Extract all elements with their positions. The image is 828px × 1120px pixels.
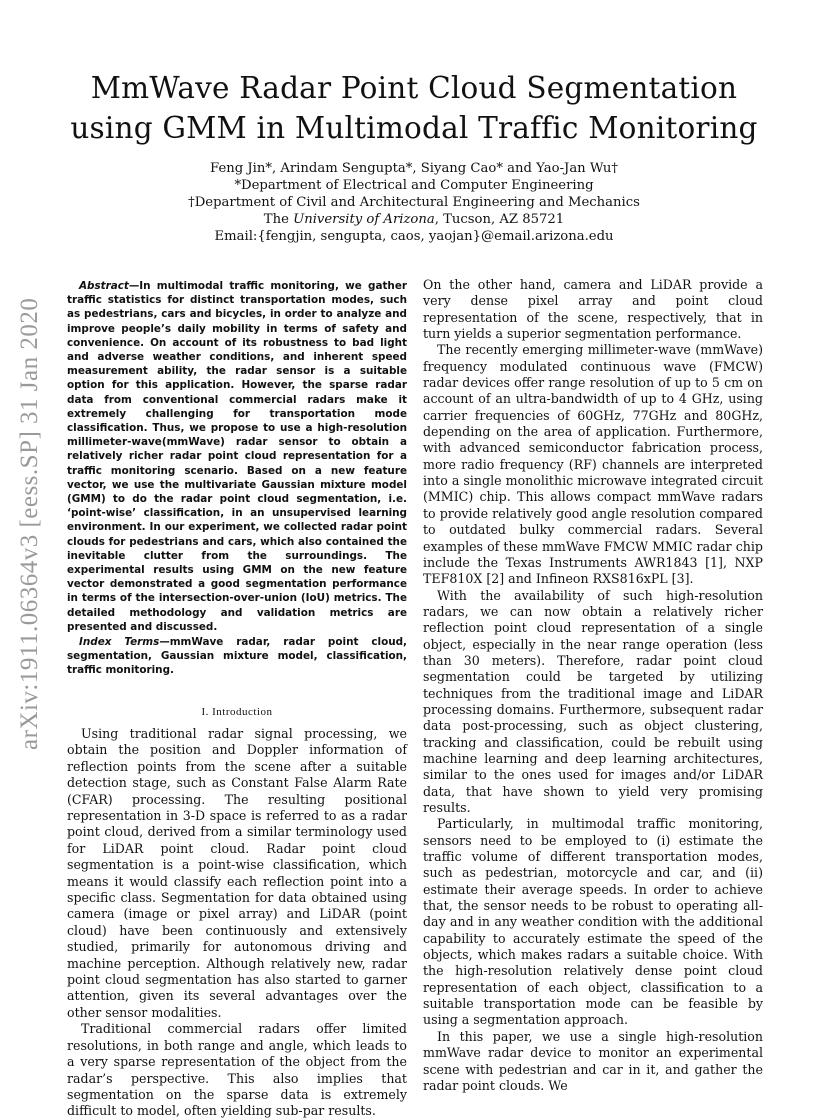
abstract: [67, 279, 407, 634]
arxiv-stamp: arXiv:1911.06364v3 [eess.SP] 31 Jan 2020: [16, 297, 43, 750]
body-paragraph: In this paper, we use a single high-resolution mmWave radar device to monitor an experimental scene with pedestrian and car in it, and gather the radar point clouds. We: [423, 1028, 763, 1093]
email-line: Email:{fengjin, sengupta, caos, yaojan}@email.arizona.edu: [214, 229, 614, 244]
body-paragraph: On the other hand, camera and LiDAR provide a very dense pixel array and point cloud representation of the scene, respectively, that in turn yields a superior segmentation performance.: [423, 277, 763, 342]
body-paragraph: With the availability of such high-resolution radars, we can now obtain a relatively richer reflection point cloud representation of a single object, especially in the near range operation (less than 30 meters). Therefore, radar point cloud segmentation could be targeted by utilizing techniques from the traditional image and LiDAR processing domains. Furthermore, subsequent radar data post-processing, such as object clustering, tracking and classification, could be rebuilt using machine learning and deep learning architectures, similar to the ones used for images and/or LiDAR data, that have shown to yield very promising results.: [423, 587, 763, 815]
title-line-2: using GMM in Multimodal Traffic Monitoring: [70, 111, 758, 145]
body-paragraph: Traditional commercial radars offer limited resolutions, in both range and angle, which leads to a very sparse representation of the object from the radar’s perspective. This also implies that segmentation on the sparse data is extremely difficult to model, often yielding sub-par results.: [67, 1021, 407, 1119]
title-line-1: MmWave Radar Point Cloud Segmentation: [90, 71, 738, 105]
author-block: [60, 160, 768, 245]
affiliation-3-university: University of Arizona: [293, 212, 435, 227]
index-terms: [67, 635, 407, 678]
index-terms-body: —mmWave radar, radar point cloud, segmentation, Gaussian mixture model, classification, traffic monitoring.: [67, 636, 408, 677]
affiliation-3-pre: The: [263, 212, 294, 227]
abstract-lead: Abstract: [79, 280, 129, 292]
body-paragraph: The recently emerging millimeter-wave (mmWave) frequency modulated continuous wave (FMCW) radar devices offer range resolution of up to 5 cm on account of an ultra-bandwidth of up to 4 GHz, using carrier frequencies of 60GHz, 77GHz and 80GHz, depending on the area of application. Furthermore, with advanced semiconductor fabrication process, more radio frequency (RF) channels are interpreted into a single monolithic microwave integrated circuit (MMIC) chip. This allows compact mmWave radars to provide relatively good angle resolution compared to outdated bulky commercial radars. Several examples of these mmWave FMCW MMIC radar chip include the Texas Instruments AWR1843 [1], NXP TEF810X [2] and Infineon RXS816xPL [3].: [423, 342, 763, 587]
right-column: [423, 277, 763, 1094]
left-column: [67, 279, 407, 1120]
affiliation-3-post: , Tucson, AZ 85721: [434, 212, 565, 227]
affiliation-1: *Department of Electrical and Computer Engineering: [234, 178, 594, 193]
body-paragraph: Using traditional radar signal processing, we obtain the position and Doppler information of reflection points from the scene after a suitable detection stage, such as Constant False Alarm Rate (CFAR) processing. The resulting positional representation in 3-D space is referred to as a radar point cloud, derived from a similar terminology used for LiDAR point cloud. Radar point cloud segmentation is a point-wise classification, which means it would classify each reflection point into a specific class. Segmentation for data obtained using camera (image or pixel array) and LiDAR (point cloud) have been continuously and extensively studied, primarily for autonomous driving and machine perception. Although relatively new, radar point cloud segmentation has also started to garner attention, given its several advantages over the other sensor modalities.: [67, 725, 407, 1020]
affiliation-3: [60, 211, 768, 228]
abstract-body: —In multimodal traffic monitoring, we gather traffic statistics for distinct transportation modes, such as pedestrians, cars and bicycles, in order to analyze and improve people’s daily mobility in terms of safety and convenience. On account of its robustness to bad light and adverse weather conditions, and inherent speed measurement ability, the radar sensor is a suitable option for this application. However, the sparse radar data from conventional commercial radars make it extremely challenging for transportation mode classification. Thus, we propose to use a high-resolution millimeter-wave(mmWave) radar sensor to obtain a relatively richer radar point cloud representation for a traffic monitoring scenario. Based on a new feature vector, we use the multivariate Gaussian mixture model (GMM) to do the radar point cloud segmentation, i.e. ‘point-wise’ classification, in an unsupervised learning environment. In our experiment, we collected radar point clouds for pedestrians and cars, which also contained the inevitable clutter from the surroundings. The experimental results using GMM on the new feature vector demonstrated a good segmentation performance in terms of the intersection-over-union (IoU) metrics. The detailed methodology and validation metrics are presented and discussed.: [67, 280, 407, 633]
section-heading: I. Introduction: [201, 705, 273, 718]
affiliation-2: †Department of Civil and Architectural Engineering and Mechanics: [188, 195, 640, 210]
body-paragraph: Particularly, in multimodal traffic monitoring, sensors need to be employed to (i) estimate the traffic volume of different transportation modes, such as pedestrian, motorcycle and car, and (ii) estimate their average speeds. In order to achieve that, the sensor needs to be robust to operating all-day and in any weather condition with the additional capability to accurately estimate the speed of the objects, which makes radars a suitable choice. With the high-resolution relatively dense point cloud representation of each object, classification to a suitable transportation mode can be feasible by using a segmentation approach.: [423, 816, 763, 1028]
author-names: Feng Jin*, Arindam Sengupta*, Siyang Cao* and Yao-Jan Wu†: [210, 161, 618, 176]
paper-title: [60, 68, 768, 148]
index-terms-lead: Index Terms: [79, 636, 160, 649]
